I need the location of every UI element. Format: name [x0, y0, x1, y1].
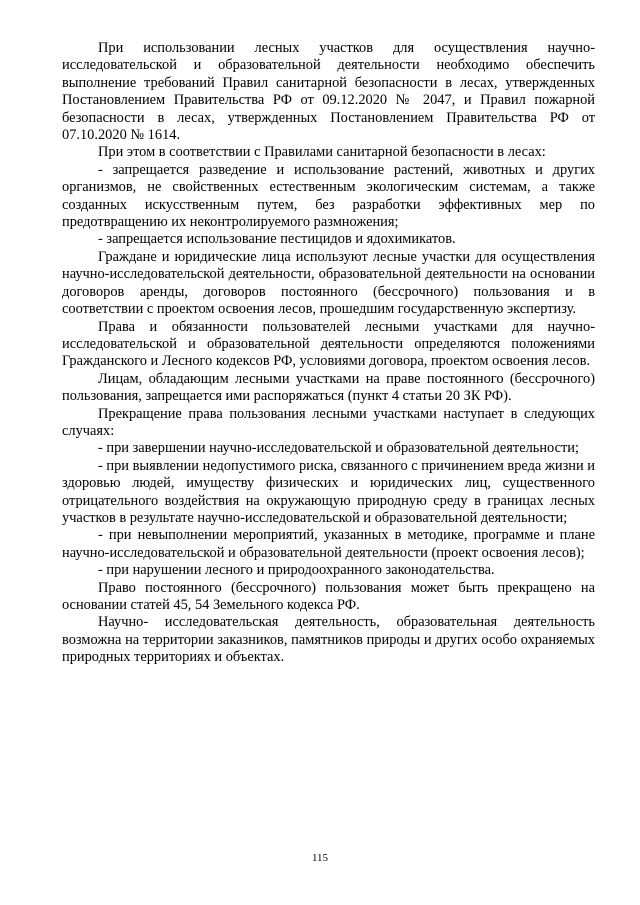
paragraph-termination-intro: Прекращение права пользования лесными участками наступает в следующих случаях:	[62, 405, 595, 439]
paragraph-sanitary-rules-intro: При этом в соответствии с Правилами санитарной безопасности в лесах:	[98, 144, 546, 161]
paragraph-pesticides-ban: - запрещается использование пестицидов и ядохимикатов.	[98, 231, 456, 248]
paragraph-protected-territories: Научно- исследовательская деятельность, образовательная деятельность возможна на территории заказников, памятников природы и других особо охраняемых природных территориях и объектах.	[62, 614, 595, 666]
paragraph-termination-violation: - при нарушении лесного и природоохранного законодательства.	[98, 562, 495, 579]
page-number: 115	[311, 852, 329, 864]
paragraph-disposal-ban: Лицам, обладающим лесными участками на праве постоянного (бессрочного) пользования, запрещается ими распоряжаться (пункт 4 статьи 20 ЗК РФ).	[62, 370, 595, 405]
paragraph-termination-non-fulfillment: - при невыполнении мероприятий, указанных в методике, программе и плане научно-исследовательской и образовательной деятельности (проект освоения лесов);	[62, 527, 595, 561]
paragraph-rules-requirements: При использовании лесных участков для осуществления научно-исследовательской и образовательной деятельности необходимо обеспечить выполнение требований Правил санитарной безопасности в лесах, утвержденных Постановлением Правительства РФ от 09.12.2020 № 2047, и Правил пожарной безопасности в лесах, утвержденных Постановлением Правительства РФ от 07.10.2020 № 1614.	[62, 40, 595, 144]
paragraph-land-use-basis: Граждане и юридические лица используют лесные участки для осуществления научно-исследовательской деятельности, образовательной деятельности на основании договоров аренды, договоров постоянного (бессрочного) пользования и в соответствии с проектом освоения лесов, прошедшим государственную экспертизу.	[62, 248, 595, 318]
document-page	[62, 40, 595, 667]
paragraph-organisms-ban: - запрещается разведение и использование растений, животных и других организмов, не свойственных естественным экологическим системам, а также созданных искусственным путем, без разработки эффективных мер по предотвращению их неконтролируемого размножения;	[62, 161, 595, 231]
paragraph-land-code-basis: Право постоянного (бессрочного) пользования может быть прекращено на основании статей 45, 54 Земельного кодекса РФ.	[62, 579, 595, 613]
paragraph-rights-obligations: Права и обязанности пользователей лесными участками для научно-исследовательской и образовательной деятельности определяются положениями Гражданского и Лесного кодексов РФ, условиями договора, проектом освоения лесов.	[62, 318, 595, 370]
paragraph-termination-completion: - при завершении научно-исследовательской и образовательной деятельности;	[98, 440, 579, 457]
paragraph-termination-risk: - при выявлении недопустимого риска, связанного с причинением вреда жизни и здоровью людей, имуществу физических и юридических лиц, существенного отрицательного воздействия на окружающую природную среду в границах лесных участков в результате научно-исследовательской и образовательной деятельности;	[62, 457, 595, 526]
